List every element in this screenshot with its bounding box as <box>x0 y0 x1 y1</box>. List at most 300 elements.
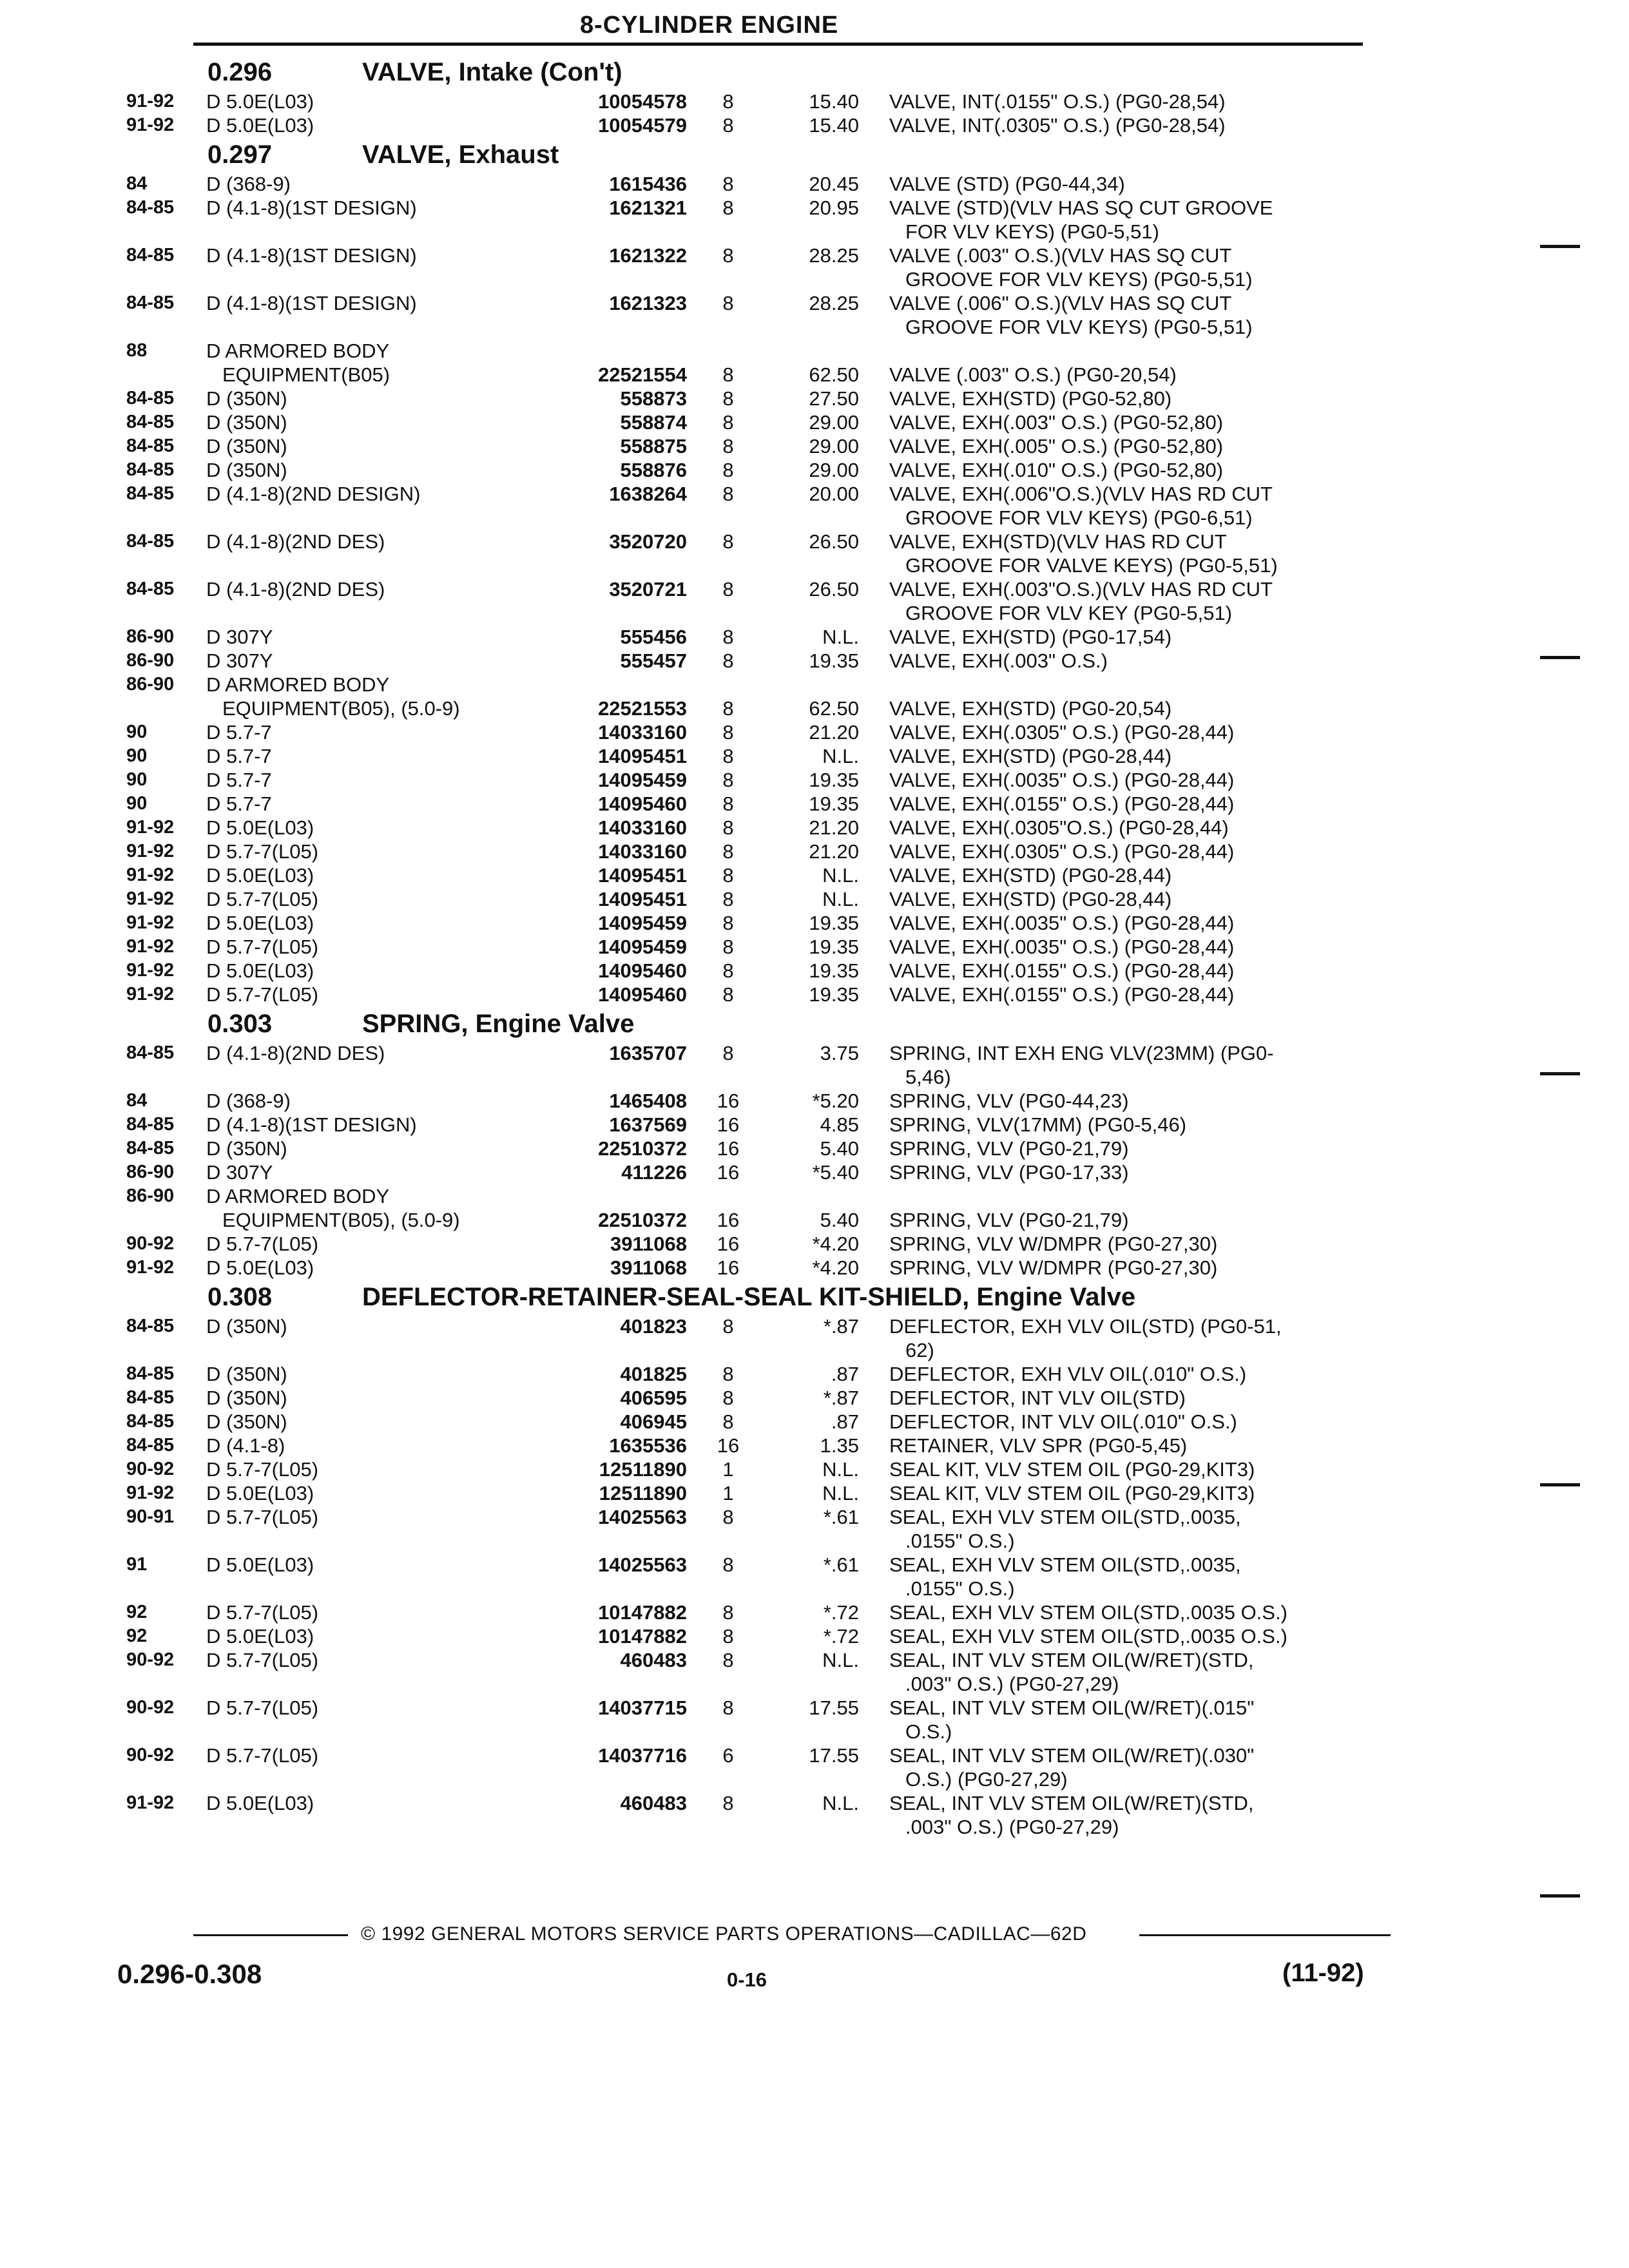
quantity: 8 <box>722 816 734 839</box>
application: D (350N) <box>206 1137 287 1160</box>
model-years: 84-85 <box>126 531 175 552</box>
price: *.61 <box>823 1506 859 1528</box>
application: D (350N) <box>206 1387 287 1409</box>
quantity: 8 <box>722 1792 734 1814</box>
application: D (350N) <box>206 1315 287 1338</box>
description-cont: GROOVE FOR VLV KEYS) (PG0-5,51) <box>905 316 1253 338</box>
table-row <box>0 1137 1629 1160</box>
application: D 5.0E(L03) <box>206 114 314 137</box>
part-number: 22510372 <box>598 1137 687 1160</box>
description: VALVE, EXH(STD) (PG0-17,54) <box>889 626 1172 648</box>
description: SEAL, INT VLV STEM OIL(W/RET)(.015" <box>889 1696 1255 1719</box>
part-number: 406945 <box>620 1410 687 1433</box>
description: DEFLECTOR, EXH VLV OIL(STD) (PG0-51, <box>889 1315 1282 1338</box>
price: 20.00 <box>809 483 859 505</box>
price: 62.50 <box>809 697 859 720</box>
model-years: 91-92 <box>126 912 175 933</box>
description: VALVE, EXH(.003"O.S.)(VLV HAS RD CUT <box>889 578 1273 601</box>
description: VALVE, EXH(.0155" O.S.) (PG0-28,44) <box>889 959 1235 982</box>
price: *5.20 <box>812 1090 859 1112</box>
description: RETAINER, VLV SPR (PG0-5,45) <box>889 1434 1188 1457</box>
price: 17.55 <box>809 1744 859 1767</box>
model-years: 84-85 <box>126 293 175 313</box>
table-row <box>0 113 1629 137</box>
table-row <box>0 530 1629 577</box>
price: 19.35 <box>809 769 859 791</box>
part-number: 460483 <box>620 1792 687 1814</box>
application: D 5.7-7 <box>206 793 272 815</box>
price: .87 <box>831 1363 859 1385</box>
table-row <box>0 458 1629 482</box>
description-cont: .003" O.S.) (PG0-27,29) <box>905 1816 1119 1838</box>
model-years: 91-92 <box>126 841 175 861</box>
application: D 5.7-7 <box>206 769 272 791</box>
table-row <box>0 1791 1629 1839</box>
part-number: 14033160 <box>598 840 687 863</box>
description-cont: FOR VLV KEYS) (PG0-5,51) <box>905 220 1159 243</box>
quantity: 8 <box>722 649 734 672</box>
model-years: 90-92 <box>126 1697 175 1718</box>
application: D 5.0E(L03) <box>206 1625 314 1648</box>
price: 62.50 <box>809 363 859 386</box>
table-row <box>0 744 1629 768</box>
part-number: 401825 <box>620 1363 687 1385</box>
application: D ARMORED BODY <box>206 1185 390 1207</box>
table-row <box>0 673 1629 720</box>
quantity: 8 <box>722 840 734 863</box>
model-years: 84-85 <box>126 1138 175 1158</box>
application: D 5.0E(L03) <box>206 816 314 839</box>
application: D (350N) <box>206 1410 287 1433</box>
table-row <box>0 1624 1629 1648</box>
description: VALVE, EXH(.0035" O.S.) (PG0-28,44) <box>889 936 1235 958</box>
application: D 307Y <box>206 1161 273 1184</box>
model-years: 92 <box>126 1626 148 1646</box>
margin-mark <box>1540 1072 1580 1075</box>
model-years: 84-85 <box>126 483 175 504</box>
application: D 5.0E(L03) <box>206 90 314 113</box>
quantity: 8 <box>722 1506 734 1528</box>
application: D 5.0E(L03) <box>206 1792 314 1814</box>
margin-mark <box>1540 245 1580 248</box>
part-number: 3911068 <box>610 1256 687 1279</box>
model-years: 84-85 <box>126 1316 175 1336</box>
table-row <box>0 1113 1629 1137</box>
quantity: 8 <box>722 864 734 887</box>
description: VALVE (.003" O.S.) (PG0-20,54) <box>889 363 1177 386</box>
quantity: 8 <box>722 721 734 744</box>
application: D 5.0E(L03) <box>206 1256 314 1279</box>
model-years: 90-92 <box>126 1745 175 1765</box>
table-row <box>0 959 1629 983</box>
description: SPRING, VLV (PG0-17,33) <box>889 1161 1129 1184</box>
section-header <box>0 1280 1629 1314</box>
part-number: 555456 <box>620 626 687 648</box>
model-years: 91-92 <box>126 1792 175 1813</box>
table-row <box>0 1041 1629 1089</box>
quantity: 8 <box>722 1601 734 1624</box>
application: D 5.0E(L03) <box>206 1553 314 1576</box>
part-number: 555457 <box>620 649 687 672</box>
part-number: 10147882 <box>598 1601 687 1624</box>
description: VALVE, EXH(STD)(VLV HAS RD CUT <box>889 530 1227 553</box>
part-number: 14095459 <box>598 769 687 791</box>
description: DEFLECTOR, INT VLV OIL(.010" O.S.) <box>889 1410 1237 1433</box>
model-years: 91-92 <box>126 1483 175 1503</box>
application: D (4.1-8) <box>206 1434 285 1457</box>
model-years: 86-90 <box>126 1186 175 1206</box>
price: 29.00 <box>809 435 859 457</box>
description: VALVE, EXH(.006"O.S.)(VLV HAS RD CUT <box>889 483 1273 505</box>
description: VALVE, EXH(.0305" O.S.) (PG0-28,44) <box>889 840 1235 863</box>
price: 21.20 <box>809 840 859 863</box>
description: VALVE, EXH(.0155" O.S.) (PG0-28,44) <box>889 793 1235 815</box>
table-row <box>0 1256 1629 1280</box>
table-row <box>0 720 1629 744</box>
price: 28.25 <box>809 244 859 267</box>
table-row <box>0 1089 1629 1113</box>
price: 4.85 <box>820 1113 859 1136</box>
table-row <box>0 482 1629 530</box>
price: .87 <box>831 1410 859 1433</box>
price: 5.40 <box>820 1137 859 1160</box>
price: 17.55 <box>809 1696 859 1719</box>
application: D 5.7-7 <box>206 721 272 744</box>
section-number: 0.297 <box>207 140 273 169</box>
application: D 5.7-7(L05) <box>206 1233 319 1255</box>
application: D (350N) <box>206 459 287 481</box>
model-years: 90 <box>126 793 148 814</box>
application: D 5.7-7(L05) <box>206 983 319 1006</box>
section-title: DEFLECTOR-RETAINER-SEAL-SEAL KIT-SHIELD, Engine Valve <box>362 1283 1136 1311</box>
model-years: 86-90 <box>126 674 175 695</box>
description: SEAL, INT VLV STEM OIL(W/RET)(STD, <box>889 1792 1254 1814</box>
description-cont: O.S.) (PG0-27,29) <box>905 1768 1068 1791</box>
part-number: 1615436 <box>609 173 687 195</box>
part-number: 14095460 <box>598 959 687 982</box>
price: 3.75 <box>820 1042 859 1064</box>
part-number: 14095460 <box>598 793 687 815</box>
table-row <box>0 1648 1629 1696</box>
model-years: 88 <box>126 340 148 361</box>
table-row <box>0 1386 1629 1410</box>
part-number: 10054578 <box>598 90 687 113</box>
description: VALVE, EXH(STD) (PG0-28,44) <box>889 864 1172 887</box>
margin-mark <box>1540 1894 1580 1898</box>
part-number: 14095451 <box>598 888 687 910</box>
model-years: 91-92 <box>126 115 175 135</box>
description: VALVE, EXH(.0035" O.S.) (PG0-28,44) <box>889 912 1235 934</box>
application: D (350N) <box>206 411 287 434</box>
application: D 5.0E(L03) <box>206 864 314 887</box>
quantity: 8 <box>722 626 734 648</box>
description-cont: .003" O.S.) (PG0-27,29) <box>905 1673 1119 1695</box>
table-row <box>0 887 1629 911</box>
description: SEAL, INT VLV STEM OIL(W/RET)(STD, <box>889 1649 1254 1671</box>
application: D (4.1-8)(1ST DESIGN) <box>206 292 417 314</box>
model-years: 84-85 <box>126 412 175 432</box>
part-number: 1635707 <box>609 1042 687 1064</box>
price: 19.35 <box>809 959 859 982</box>
table-row <box>0 911 1629 935</box>
model-years: 90-91 <box>126 1506 175 1527</box>
model-years: 86-90 <box>126 626 175 647</box>
quantity: 8 <box>722 888 734 910</box>
application: D 5.7-7(L05) <box>206 1649 319 1671</box>
table-row <box>0 649 1629 673</box>
description: SEAL, EXH VLV STEM OIL(STD,.0035 O.S.) <box>889 1625 1287 1648</box>
part-number: 14095451 <box>598 745 687 767</box>
model-years: 91-92 <box>126 960 175 981</box>
application: D (4.1-8)(2ND DES) <box>206 530 385 553</box>
part-number: 14025563 <box>598 1553 687 1576</box>
part-number: 14095460 <box>598 983 687 1006</box>
model-years: 86-90 <box>126 1162 175 1182</box>
quantity: 8 <box>722 697 734 720</box>
description: VALVE, EXH(.003" O.S.) (PG0-52,80) <box>889 411 1224 434</box>
table-row <box>0 291 1629 339</box>
model-years: 90 <box>126 769 148 790</box>
part-number: 14037715 <box>598 1696 687 1719</box>
part-number: 558876 <box>620 459 687 481</box>
quantity: 8 <box>722 793 734 815</box>
model-years: 84-85 <box>126 459 175 480</box>
table-row <box>0 625 1629 649</box>
margin-mark <box>1540 656 1580 659</box>
price: 26.50 <box>809 530 859 553</box>
description: SPRING, VLV(17MM) (PG0-5,46) <box>889 1113 1187 1136</box>
part-number: 558874 <box>620 411 687 434</box>
model-years: 91-92 <box>126 936 175 957</box>
description: SPRING, INT EXH ENG VLV(23MM) (PG0- <box>889 1042 1274 1064</box>
application: D 5.7-7(L05) <box>206 936 319 958</box>
part-number: 401823 <box>620 1315 687 1338</box>
model-years: 84 <box>126 173 148 194</box>
description-cont: 62) <box>905 1339 934 1361</box>
quantity: 1 <box>722 1458 734 1481</box>
quantity: 8 <box>722 197 734 219</box>
model-years: 84-85 <box>126 1387 175 1408</box>
table-row <box>0 863 1629 887</box>
quantity: 16 <box>717 1090 740 1112</box>
table-row <box>0 577 1629 625</box>
table-row <box>0 1696 1629 1744</box>
description: SPRING, VLV (PG0-21,79) <box>889 1209 1129 1231</box>
description: VALVE, EXH(STD) (PG0-20,54) <box>889 697 1172 720</box>
part-number: 3520720 <box>609 530 687 553</box>
table-row <box>0 172 1629 196</box>
part-number: 14095459 <box>598 912 687 934</box>
part-number: 3520721 <box>609 578 687 601</box>
price: *5.40 <box>812 1161 859 1184</box>
section-title: SPRING, Engine Valve <box>362 1010 635 1038</box>
model-years: 91-92 <box>126 889 175 909</box>
parts-catalog <box>0 55 1629 1839</box>
footer-range: 0.296-0.308 <box>117 1959 262 1989</box>
footer-page-number: 0-16 <box>727 1968 767 1991</box>
footer-rule <box>1139 1934 1391 1936</box>
description: VALVE, EXH(.0305" O.S.) (PG0-28,44) <box>889 721 1235 744</box>
model-years: 84-85 <box>126 579 175 599</box>
price: 15.40 <box>809 114 859 137</box>
table-row <box>0 1505 1629 1553</box>
description: VALVE (STD)(VLV HAS SQ CUT GROOVE <box>889 197 1273 219</box>
section-number: 0.303 <box>207 1010 273 1038</box>
footer-copyright: © 1992 GENERAL MOTORS SERVICE PARTS OPERATIONS—CADILLAC—62D <box>361 1923 1087 1945</box>
quantity: 16 <box>717 1209 740 1231</box>
application: D 5.0E(L03) <box>206 1482 314 1504</box>
part-number: 3911068 <box>610 1233 687 1255</box>
price: 19.35 <box>809 983 859 1006</box>
description: VALVE, INT(.0305" O.S.) (PG0-28,54) <box>889 114 1226 137</box>
table-row <box>0 339 1629 387</box>
table-row <box>0 1434 1629 1457</box>
page-title: 8-CYLINDER ENGINE <box>580 12 839 39</box>
price: 15.40 <box>809 90 859 113</box>
table-row <box>0 1314 1629 1362</box>
table-row <box>0 1184 1629 1232</box>
price: 29.00 <box>809 411 859 434</box>
application: D (4.1-8)(1ST DESIGN) <box>206 197 417 219</box>
application: D ARMORED BODY <box>206 340 390 362</box>
model-years: 84 <box>126 1090 148 1111</box>
model-years: 84-85 <box>126 1411 175 1432</box>
description-cont: GROOVE FOR VLV KEY (PG0-5,51) <box>905 602 1233 624</box>
model-years: 84-85 <box>126 1435 175 1456</box>
quantity: 8 <box>722 983 734 1006</box>
table-row <box>0 768 1629 792</box>
description-cont: O.S.) <box>905 1720 952 1743</box>
model-years: 91-92 <box>126 865 175 885</box>
model-years: 84-85 <box>126 1114 175 1135</box>
description: VALVE, EXH(.003" O.S.) <box>889 649 1108 672</box>
application: D 5.7-7(L05) <box>206 1601 319 1624</box>
part-number: 1635536 <box>609 1434 687 1457</box>
description: VALVE (.003" O.S.)(VLV HAS SQ CUT <box>889 244 1232 267</box>
description: VALVE, EXH(.010" O.S.) (PG0-52,80) <box>889 459 1224 481</box>
part-number: 14025563 <box>598 1506 687 1528</box>
application: D (350N) <box>206 387 287 410</box>
model-years: 90 <box>126 745 148 766</box>
application: D (4.1-8)(2ND DES) <box>206 1042 385 1064</box>
description: DEFLECTOR, INT VLV OIL(STD) <box>889 1387 1186 1409</box>
table-row <box>0 1362 1629 1386</box>
description: VALVE (.006" O.S.)(VLV HAS SQ CUT <box>889 292 1232 314</box>
part-number: 14095451 <box>598 864 687 887</box>
table-row <box>0 840 1629 863</box>
quantity: 8 <box>722 173 734 195</box>
quantity: 8 <box>722 459 734 481</box>
quantity: 16 <box>717 1233 740 1255</box>
description: VALVE, EXH(STD) (PG0-28,44) <box>889 888 1172 910</box>
price: N.L. <box>822 864 859 887</box>
application: D 5.0E(L03) <box>206 959 314 982</box>
price: 19.35 <box>809 936 859 958</box>
table-row <box>0 792 1629 816</box>
price: *.72 <box>823 1601 859 1624</box>
part-number: 460483 <box>620 1649 687 1671</box>
price: 29.00 <box>809 459 859 481</box>
model-years: 84-85 <box>126 197 175 218</box>
table-row <box>0 196 1629 244</box>
table-row <box>0 1457 1629 1481</box>
description: SEAL, EXH VLV STEM OIL(STD,.0035, <box>889 1553 1241 1576</box>
model-years: 91-92 <box>126 984 175 1004</box>
price: 26.50 <box>809 578 859 601</box>
description: VALVE, EXH(.005" O.S.) (PG0-52,80) <box>889 435 1224 457</box>
model-years: 91-92 <box>126 1257 175 1278</box>
table-row <box>0 1481 1629 1505</box>
quantity: 6 <box>722 1744 734 1767</box>
section-header <box>0 137 1629 172</box>
price: *4.20 <box>812 1233 859 1255</box>
application: D 5.7-7(L05) <box>206 1458 319 1481</box>
price: 21.20 <box>809 721 859 744</box>
application: D 5.7-7(L05) <box>206 888 319 910</box>
price: *.61 <box>823 1553 859 1576</box>
quantity: 8 <box>722 912 734 934</box>
application: D 5.7-7(L05) <box>206 840 319 863</box>
model-years: 92 <box>126 1602 148 1622</box>
part-number: 22510372 <box>598 1209 687 1231</box>
application: D 5.7-7(L05) <box>206 1506 319 1528</box>
table-row <box>0 1553 1629 1600</box>
part-number: 14095459 <box>598 936 687 958</box>
price: N.L. <box>822 1458 859 1481</box>
price: N.L. <box>822 745 859 767</box>
model-years: 90 <box>126 722 148 742</box>
model-years: 91 <box>126 1554 148 1575</box>
application: D (4.1-8)(1ST DESIGN) <box>206 244 417 267</box>
description: VALVE, EXH(.0155" O.S.) (PG0-28,44) <box>889 983 1235 1006</box>
application: D 5.7-7(L05) <box>206 1744 319 1767</box>
description: DEFLECTOR, EXH VLV OIL(.010" O.S.) <box>889 1363 1247 1385</box>
description: SEAL KIT, VLV STEM OIL (PG0-29,KIT3) <box>889 1458 1255 1481</box>
application: D 5.7-7(L05) <box>206 1696 319 1719</box>
section-title: VALVE, Intake (Con't) <box>362 58 622 86</box>
quantity: 8 <box>722 530 734 553</box>
table-row <box>0 434 1629 458</box>
model-years: 90-92 <box>126 1233 175 1254</box>
application: D (350N) <box>206 435 287 457</box>
price: *.72 <box>823 1625 859 1648</box>
table-row <box>0 1744 1629 1791</box>
quantity: 8 <box>722 1649 734 1671</box>
price: 20.45 <box>809 173 859 195</box>
part-number: 1621323 <box>609 292 687 314</box>
quantity: 8 <box>722 1363 734 1385</box>
description-cont: GROOVE FOR VLV KEYS) (PG0-5,51) <box>905 268 1253 291</box>
description: SPRING, VLV W/DMPR (PG0-27,30) <box>889 1256 1218 1279</box>
margin-mark <box>1540 1483 1580 1486</box>
table-row <box>0 387 1629 410</box>
price: 5.40 <box>820 1209 859 1231</box>
description: VALVE (STD) (PG0-44,34) <box>889 173 1125 195</box>
description-cont: .0155" O.S.) <box>905 1577 1015 1600</box>
model-years: 84-85 <box>126 1043 175 1063</box>
part-number: 1621321 <box>609 197 687 219</box>
table-row <box>0 244 1629 291</box>
application: D 5.7-7 <box>206 745 272 767</box>
price: N.L. <box>822 626 859 648</box>
part-number: 10147882 <box>598 1625 687 1648</box>
application: D 307Y <box>206 649 273 672</box>
quantity: 8 <box>722 292 734 314</box>
description-cont: 5,46) <box>905 1066 951 1088</box>
description: VALVE, EXH(STD) (PG0-52,80) <box>889 387 1172 410</box>
application-cont: EQUIPMENT(B05), (5.0-9) <box>222 697 460 720</box>
model-years: 91-92 <box>126 817 175 838</box>
